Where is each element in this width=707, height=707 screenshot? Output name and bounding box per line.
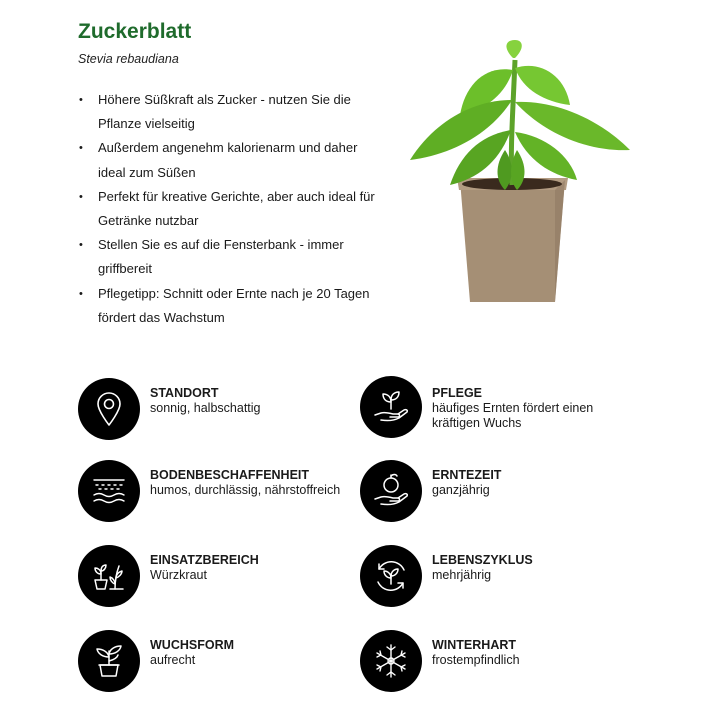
- stevia-plant-image: [405, 40, 635, 315]
- feature-bullet-list: [78, 88, 378, 330]
- cycle-sprout-icon: [360, 545, 422, 607]
- bullet-item: • Stellen Sie es auf die Fensterbank - immer griffbereit: [79, 237, 344, 277]
- snowflake-icon: [360, 630, 422, 692]
- pot-plant-icon: [78, 630, 140, 692]
- hand-sprout-icon: [360, 376, 422, 438]
- potted-plants-icon: [78, 545, 140, 607]
- product-title: Zuckerblatt: [78, 20, 192, 43]
- bullet-item: • Pflegetipp: Schnitt oder Ernte nach je 20 Tagen fördert das Wachstum: [79, 285, 370, 325]
- bullet-item: • Perfekt für kreative Gerichte, aber auch ideal für Getränke nutzbar: [79, 188, 375, 229]
- bullet-item: • Außerdem angenehm kalorienarm und daher ideal zum Süßen: [79, 140, 358, 180]
- bullet-item: • Höhere Süßkraft als Zucker - nutzen Sie die Pflanze vielseitig: [79, 92, 351, 132]
- soil-layers-icon: [78, 460, 140, 522]
- hand-fruit-icon: [360, 460, 422, 522]
- location-pin-icon: [78, 378, 140, 440]
- product-latin-name: Stevia rebaudiana: [78, 52, 179, 66]
